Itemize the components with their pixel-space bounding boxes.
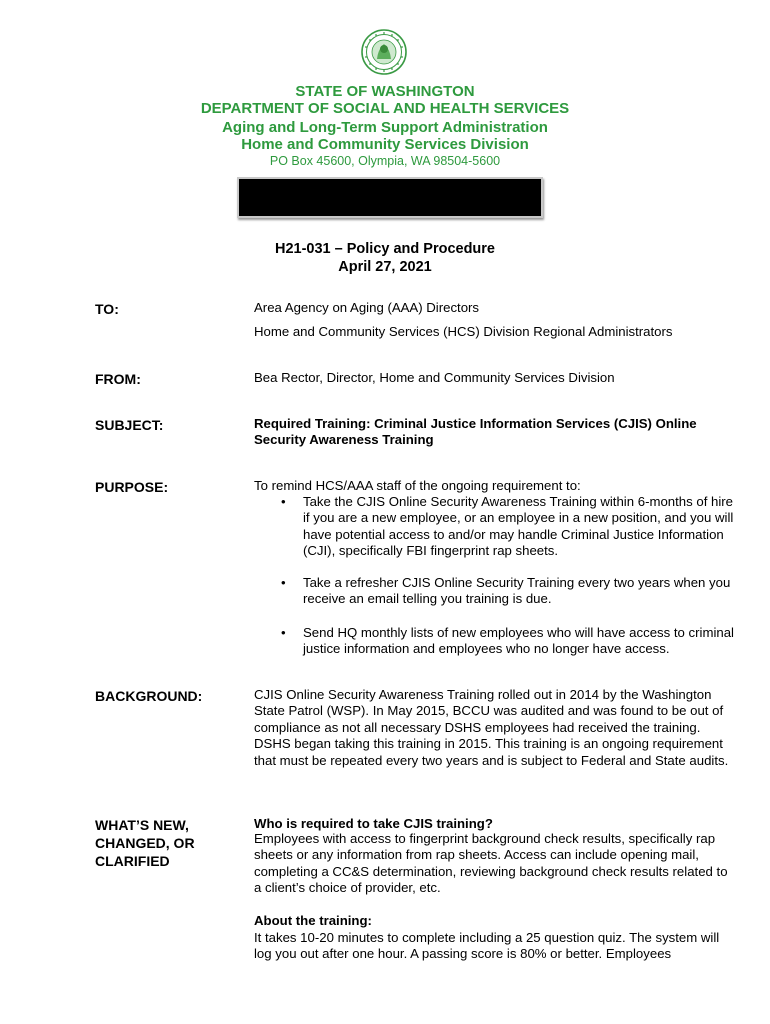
whats-new-text-2: It takes 10-20 minutes to complete including a 25 question quiz. The system will log you out after one hour. A passing score is 80% or better. Employees xyxy=(254,930,720,962)
purpose-bullet-text: Take a refresher CJIS Online Security Training every two years when you receive an email telling you training is due. xyxy=(303,575,731,607)
subject-text: Required Training: Criminal Justice Information Services (CJIS) Online Security Awareness Training xyxy=(254,416,697,448)
whats-new-heading-2: About the training: xyxy=(254,913,372,928)
header-address: PO Box 45600, Olympia, WA 98504-5600 xyxy=(269,154,501,168)
header-division: Home and Community Services Division xyxy=(241,136,529,153)
purpose-bullet-text: Send HQ monthly lists of new employees who will have access to criminal justice information and employees who no longer have access. xyxy=(303,625,734,657)
background-text: CJIS Online Security Awareness Training rolled out in 2014 by the Washington State Patrol (WSP). In May 2015, BCCU was audited and was found to be out of compliance as not all necessary DSHS employees had received the training. DSHS began taking this training in 2015. This training is an ongoing requirement that must be repeated every two years and is subject to Federal and State audits. xyxy=(254,687,729,768)
to-line-1: Area Agency on Aging (AAA) Directors xyxy=(254,300,480,315)
whats-new-text-1: Employees with access to fingerprint background check results, specifically rap sheets or any information from rap sheets. Access can include opening mail, completing a CC&S determination, reviewing background check results related to a client’s choice of provider, etc. xyxy=(254,831,728,896)
whats-new-label: WHAT’S NEW, CHANGED, OR CLARIFIED xyxy=(95,817,195,869)
bullet-icon: • xyxy=(281,494,286,509)
memo-date: April 27, 2021 xyxy=(338,259,432,275)
header-department: DEPARTMENT OF SOCIAL AND HEALTH SERVICES xyxy=(200,100,570,117)
list-item xyxy=(254,575,738,608)
state-seal-logo xyxy=(361,29,407,75)
state-seal-icon xyxy=(361,29,407,75)
redacted-block xyxy=(237,177,543,218)
bullet-icon: • xyxy=(281,625,286,640)
subject-label: SUBJECT: xyxy=(95,417,164,433)
header-administration: Aging and Long-Term Support Administration xyxy=(222,119,548,136)
background-label: BACKGROUND: xyxy=(95,688,203,704)
purpose-intro: To remind HCS/AAA staff of the ongoing requirement to: xyxy=(254,478,581,493)
memo-number-title: H21-031 – Policy and Procedure xyxy=(274,241,495,257)
header-state: STATE OF WASHINGTON xyxy=(295,83,475,100)
list-item xyxy=(254,494,738,560)
to-label: TO: xyxy=(95,301,119,317)
to-line-2: Home and Community Services (HCS) Division Regional Administrators xyxy=(254,324,673,339)
purpose-label: PURPOSE: xyxy=(95,479,169,495)
from-text: Bea Rector, Director, Home and Community Services Division xyxy=(254,370,615,385)
list-item xyxy=(254,625,738,658)
from-label: FROM: xyxy=(95,371,141,387)
purpose-bullet-text: Take the CJIS Online Security Awareness Training within 6-months of hire if you are a new employee, or an employee in a new position, and you will have potential access to and/or may handle Criminal Justice Information (CJI), specifically FBI fingerprint rap sheets. xyxy=(303,494,734,559)
bullet-icon: • xyxy=(281,575,286,590)
whats-new-heading-1: Who is required to take CJIS training? xyxy=(254,816,493,831)
